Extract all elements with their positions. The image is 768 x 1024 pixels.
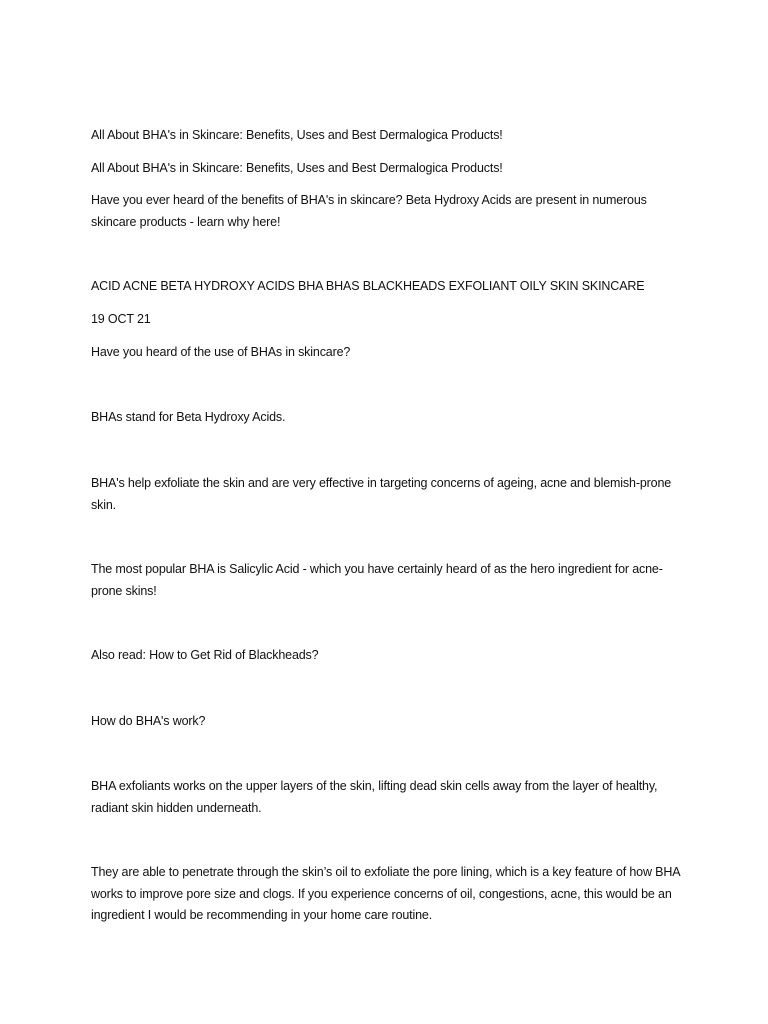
body-paragraph: BHA's help exfoliate the skin and are very effective in targeting concerns of ageing, acne and blemish-prone skin.	[91, 476, 672, 512]
body-paragraph: BHA exfoliants works on the upper layers of the skin, lifting dead skin cells away from the layer of healthy, radiant skin hidden underneath.	[91, 779, 658, 815]
body-paragraph: They are able to penetrate through the skin’s oil to exfoliate the pore lining, which is a key feature of how BHA works to improve pore size and clogs. If you experience concerns of oil, congestions, acne, this would be an ingredient I would be recommending in your home care routine.	[91, 865, 680, 922]
publish-date: 19 OCT 21	[91, 312, 151, 326]
body-paragraph: The most popular BHA is Salicylic Acid - which you have certainly heard of as the hero ingredient for acne-prone skins!	[91, 562, 663, 598]
document-heading-repeat: All About BHA's in Skincare: Benefits, Uses and Best Dermalogica Products!	[91, 161, 503, 175]
section-question: How do BHA's work?	[91, 714, 206, 728]
body-paragraph: Have you heard of the use of BHAs in skincare?	[91, 345, 351, 359]
body-paragraph: BHAs stand for Beta Hydroxy Acids.	[91, 410, 286, 424]
also-read-line: Also read: How to Get Rid of Blackheads?	[91, 648, 319, 662]
tag-list: ACID ACNE BETA HYDROXY ACIDS BHA BHAS BLACKHEADS EXFOLIANT OILY SKIN SKINCARE	[91, 279, 645, 293]
intro-paragraph: Have you ever heard of the benefits of BHA's in skincare? Beta Hydroxy Acids are present in numerous skincare products - learn why here!	[91, 193, 647, 229]
document-title: All About BHA's in Skincare: Benefits, Uses and Best Dermalogica Products!	[91, 128, 503, 142]
